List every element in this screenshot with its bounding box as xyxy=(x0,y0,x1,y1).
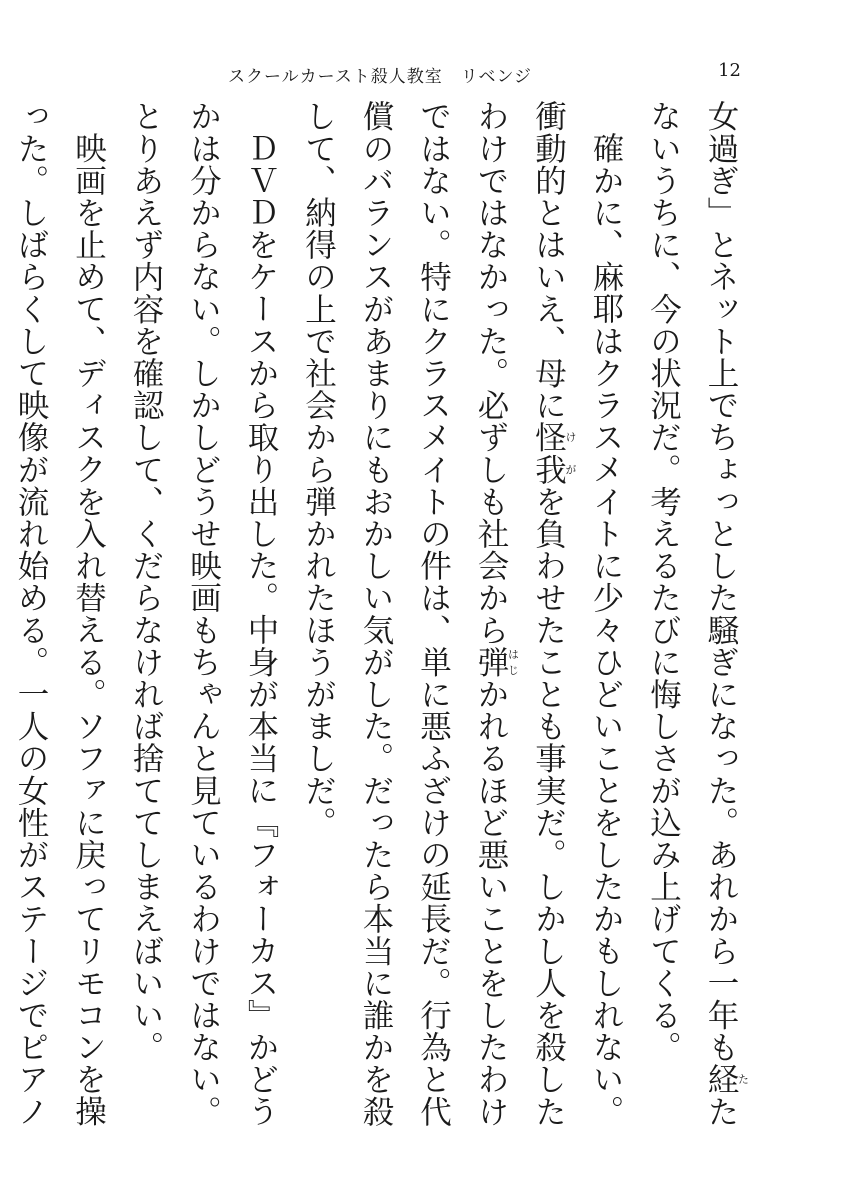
text-segment: かれるほど悪いことをしたわけではない。特にクラスメイトの件は、単に悪ふざけの延長だ。行為と代償のバランスがあまりにもおかしい気がした。だったら本当に誰かを殺して、納得の上で社会から弾かれたほうがましだ。 xyxy=(300,100,509,1128)
book-title: スクールカースト殺人教室 リベンジ xyxy=(228,67,533,87)
paragraph xyxy=(289,100,634,1140)
text-segment: 映画を止めて、ディスクを入れ替える。ソファに戻ってリモコンを操った。しばらくして映像が流れ始める。一人の女性がステージでピアノ xyxy=(13,100,107,1128)
text-segment: ＤＶＤをケースから取り出した。中身が本当に『フォーカス』かどうかは分からない。しかしどうせ映画もちゃんと見ているわけではない。とりあえず内容を確認して、くだらなければ捨ててしまえばいい。 xyxy=(128,100,279,1128)
ruby-word xyxy=(473,645,520,678)
ruby-word xyxy=(703,1063,750,1096)
page-number: 12 xyxy=(718,60,741,81)
ruby-reading: はじ xyxy=(506,645,520,678)
ruby-reading: けが xyxy=(564,421,577,486)
ruby-base: 経 xyxy=(703,1063,739,1096)
vertical-body-text xyxy=(13,100,750,1140)
paragraph xyxy=(634,100,749,1140)
text-segment: 確かに、麻耶はクラスメイトに少々ひどいことをしたかもしれない。衝動的とはいえ、母に xyxy=(530,100,624,1127)
ruby-reading: た xyxy=(736,1063,750,1096)
text-segment: たないうちに、今の状況だ。考えるたびに悔しさが込み上げてくる。 xyxy=(645,100,739,1128)
ruby-word xyxy=(530,421,577,486)
text-segment: を負わせたことも事実だ。しかし人を殺したわけではなかった。必ずしも社会から xyxy=(473,100,567,1128)
paragraph xyxy=(117,100,290,1140)
paragraph xyxy=(0,100,117,1140)
text-segment: 女過ぎ」とネット上でちょっとした騒ぎになった。あれから一年も xyxy=(703,100,739,1063)
ruby-base: 怪我 xyxy=(530,421,567,486)
ruby-base: 弾 xyxy=(473,645,509,678)
